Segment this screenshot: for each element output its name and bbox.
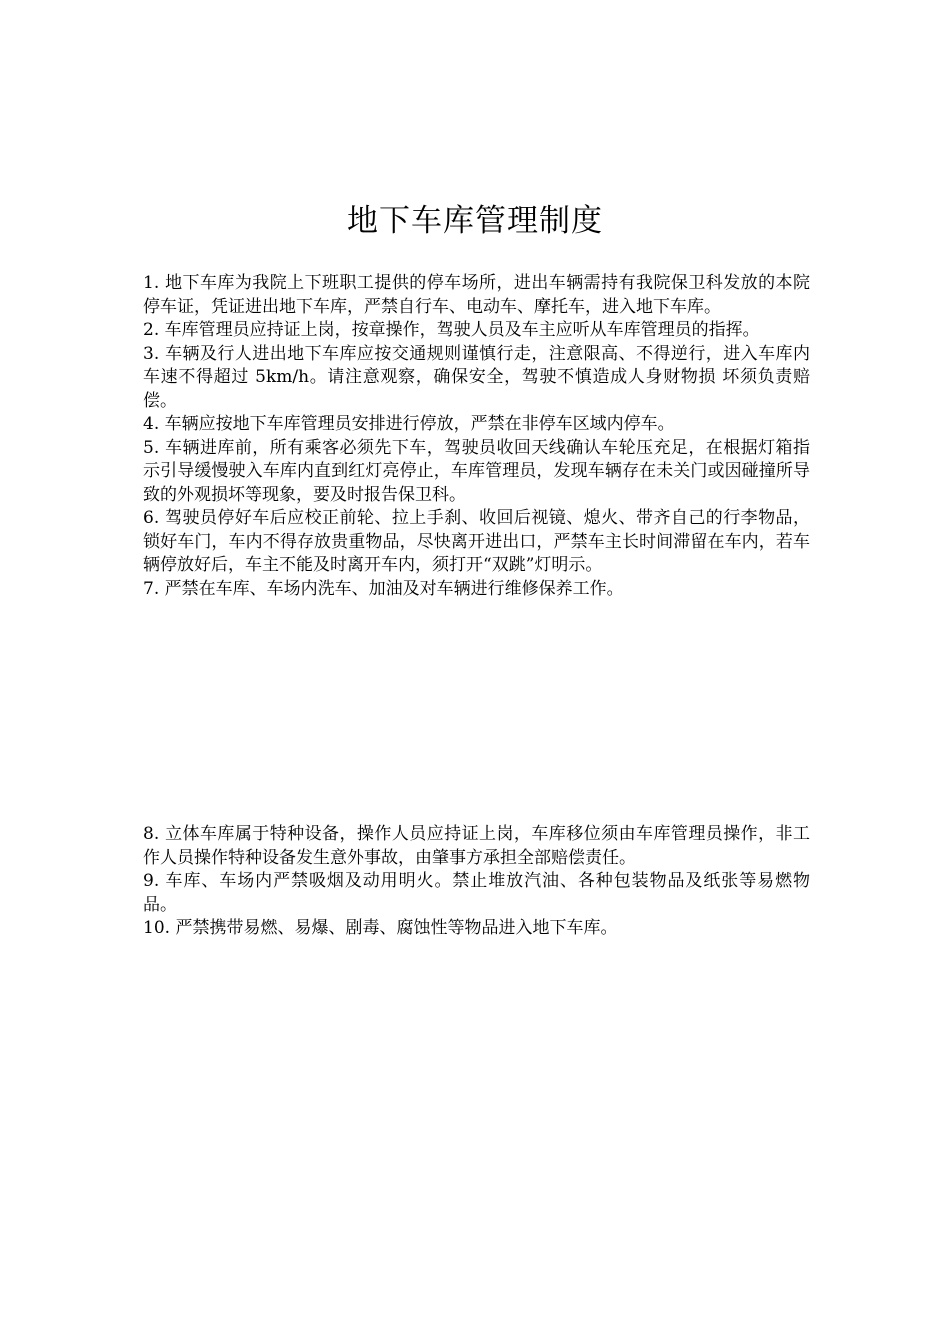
rule-item-8: 8. 立体车库属于特种设备，操作人员应持证上岗，车库移位须由车库管理员操作，非工作人员操作特种设备发生意外事故，由肇事方承担全部赔偿责任。 (143, 824, 810, 868)
rule-item-3: 3. 车辆及行人进出地下车库应按交通规则谨慎行走，注意限高、不得逆行，进入车库内车速不得超过 5km/h。请注意观察，确保安全，驾驶不慎造成人身财物损 坏须负责赔偿。 (143, 343, 810, 411)
rule-item-6: 6. 驾驶员停好车后应校正前轮、拉上手刹、收回后视镜、熄火、带齐自己的行李物品，锁好车门，车内不得存放贵重物品，尽快离开进出口，严禁车主长时间滞留在车内，若车辆停放好后，车主不能及时离开车内，须打开“双跳”灯明示。 (143, 508, 810, 575)
rule-item-9: 9. 车库、车场内严禁吸烟及动用明火。禁止堆放汽油、各种包装物品及纸张等易燃物品。 (143, 871, 810, 915)
rules-list-part-1 (143, 272, 810, 601)
rule-item-7: 7. 严禁在车库、车场内洗车、加油及对车辆进行维修保养工作。 (143, 578, 624, 599)
rules-list-part-2 (143, 823, 810, 941)
rule-item-5: 5. 车辆进库前，所有乘客必须先下车，驾驶员收回天线确认车轮压充足，在根据灯箱指示引导缓慢驶入车库内直到红灯亮停止，车库管理员，发现车辆存在未关门或因碰撞所导致的外观损坏等现象，要及时报告保卫科。 (143, 437, 810, 505)
rule-item-2: 2. 车库管理员应持证上岗，按章操作，驾驶人员及车主应听从车库管理员的指挥。 (143, 320, 760, 340)
document-title: 地下车库管理制度 (347, 202, 603, 239)
rule-item-10: 10. 严禁携带易燃、易爆、剧毒、腐蚀性等物品进入地下车库。 (143, 918, 618, 938)
rule-item-4: 4. 车辆应按地下车库管理员安排进行停放，严禁在非停车区域内停车。 (143, 414, 675, 434)
rule-item-1: 1. 地下车库为我院上下班职工提供的停车场所，进出车辆需持有我院保卫科发放的本院停车证，凭证进出地下车库，严禁自行车、电动车、摩托车，进入地下车库。 (143, 273, 810, 317)
